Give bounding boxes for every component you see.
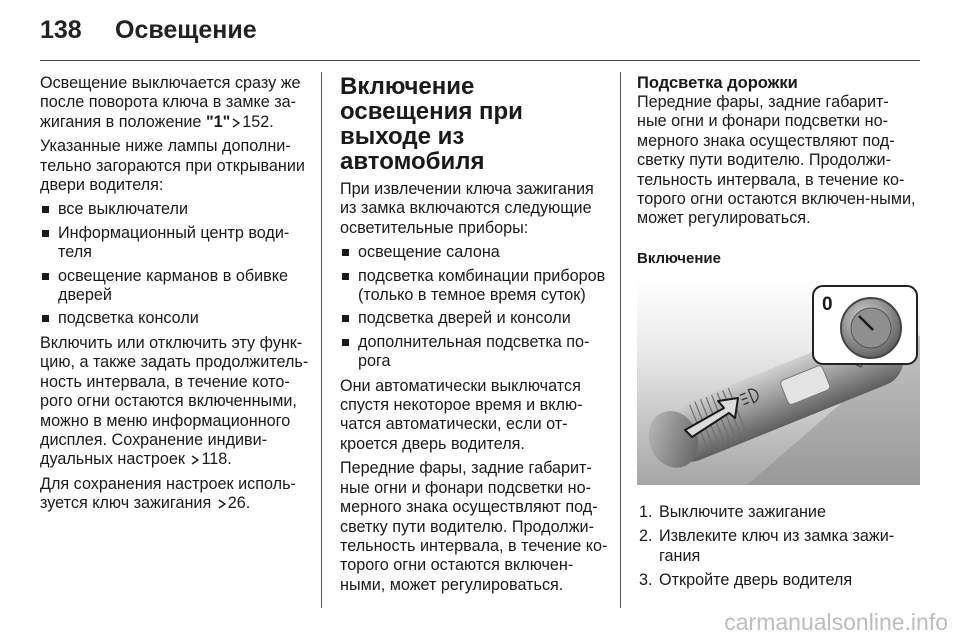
key-position: "1" bbox=[205, 112, 231, 131]
paragraph-auto-off: Они автоматически выключатся спустя некоторое время и вклю-чатся автоматически, если от-кроется дверь водителя. bbox=[340, 376, 583, 453]
paragraph-key-removed: При извлечении ключа зажигания из замка включаются следующие осветительные приборы: bbox=[340, 180, 594, 237]
page-header bbox=[40, 14, 920, 58]
bullet-icon bbox=[42, 206, 49, 213]
step-item: 2. Извлеките ключ из замка зажи-гания bbox=[639, 527, 895, 565]
list-item: подсветка комбинации приборов (только в темное время суток) bbox=[340, 267, 612, 306]
page-reference[interactable]: 152. bbox=[242, 112, 274, 131]
page-reference-icon[interactable] bbox=[232, 118, 240, 128]
light-switch-image bbox=[637, 280, 920, 485]
list-item: освещение карманов в обивке дверей bbox=[40, 267, 312, 306]
page-reference-icon[interactable] bbox=[191, 455, 199, 465]
page-number: 138 bbox=[40, 16, 82, 44]
paragraph-lamps-intro: Указанные ниже лампы дополни-тельно загораются при открывании двери водителя: bbox=[40, 137, 305, 195]
bullet-icon bbox=[342, 339, 349, 346]
exit-lights-list bbox=[340, 243, 612, 371]
page-reference[interactable]: 118. bbox=[201, 450, 232, 469]
paragraph-key-settings: Для сохранения настроек исполь-зуется ключ зажигания 26. bbox=[40, 474, 296, 513]
activation-steps bbox=[637, 503, 917, 591]
bullet-icon bbox=[342, 273, 349, 280]
heading-exit-lighting: Включение освещения при выходе из автомобиля bbox=[340, 73, 523, 175]
lamps-list bbox=[40, 200, 312, 328]
heading-path-lighting: Подсветка дорожки bbox=[637, 74, 798, 92]
light-switch-illustration bbox=[637, 280, 920, 485]
list-item: освещение салона bbox=[340, 243, 612, 262]
watermark: carmanualsonline.info bbox=[724, 609, 948, 635]
list-item: дополнительная подсветка по-рога bbox=[340, 333, 612, 372]
subheading-activation: Включение bbox=[637, 249, 721, 267]
column-right bbox=[637, 74, 917, 595]
list-item: подсветка дверей и консоли bbox=[340, 309, 612, 328]
section-title: Освещение bbox=[115, 16, 257, 44]
bullet-icon bbox=[42, 315, 49, 322]
dial-position-label: 0 bbox=[822, 293, 833, 315]
paragraph-settings: Включить или отключить эту функ-цию, а также задать продолжитель-ность интервала, в течение кото-рого огни остаются включенными, можно в меню информационного дисплея. Сохранение индиви-дуальных настроек 118. bbox=[40, 333, 309, 469]
bullet-icon bbox=[342, 249, 349, 256]
paragraph-path-lighting: Передние фары, задние габарит-ные огни и фонари подсветки но-мерного знака осуществляют под-светку пути водителю. Продолжи-тельность интервала, в течение ко-торого огни остаются включен-ными, может регулироваться. bbox=[340, 459, 608, 594]
page-reference-icon[interactable] bbox=[218, 499, 226, 509]
step-item: 3. Откройте дверь водителя bbox=[639, 571, 853, 590]
paragraph-path-lighting-desc: Передние фары, задние габарит-ные огни и фонари подсветки но-мерного знака осуществляют под-светку пути водителю. Продолжи-тельность интервала, в течение ко-торого огни остаются включен-ными, может регулироваться. bbox=[637, 93, 916, 228]
list-item: подсветка консоли bbox=[40, 309, 312, 328]
header-rule bbox=[40, 60, 920, 61]
bullet-icon bbox=[42, 230, 49, 237]
bullet-icon bbox=[342, 315, 349, 322]
paragraph-ignition-off: Освещение выключается сразу же после поворота ключа в замке за-жигания в положение "1" 152. bbox=[40, 74, 301, 131]
column-middle bbox=[340, 74, 612, 600]
column-divider-1 bbox=[321, 72, 322, 608]
list-item: все выключатели bbox=[40, 200, 312, 219]
column-divider-2 bbox=[620, 72, 621, 608]
column-left bbox=[40, 74, 312, 519]
step-item: 1. Выключите зажигание bbox=[639, 502, 826, 521]
page-reference[interactable]: 26. bbox=[227, 494, 251, 513]
bullet-icon bbox=[42, 273, 49, 280]
list-item: Информационный центр води-теля bbox=[40, 224, 312, 263]
